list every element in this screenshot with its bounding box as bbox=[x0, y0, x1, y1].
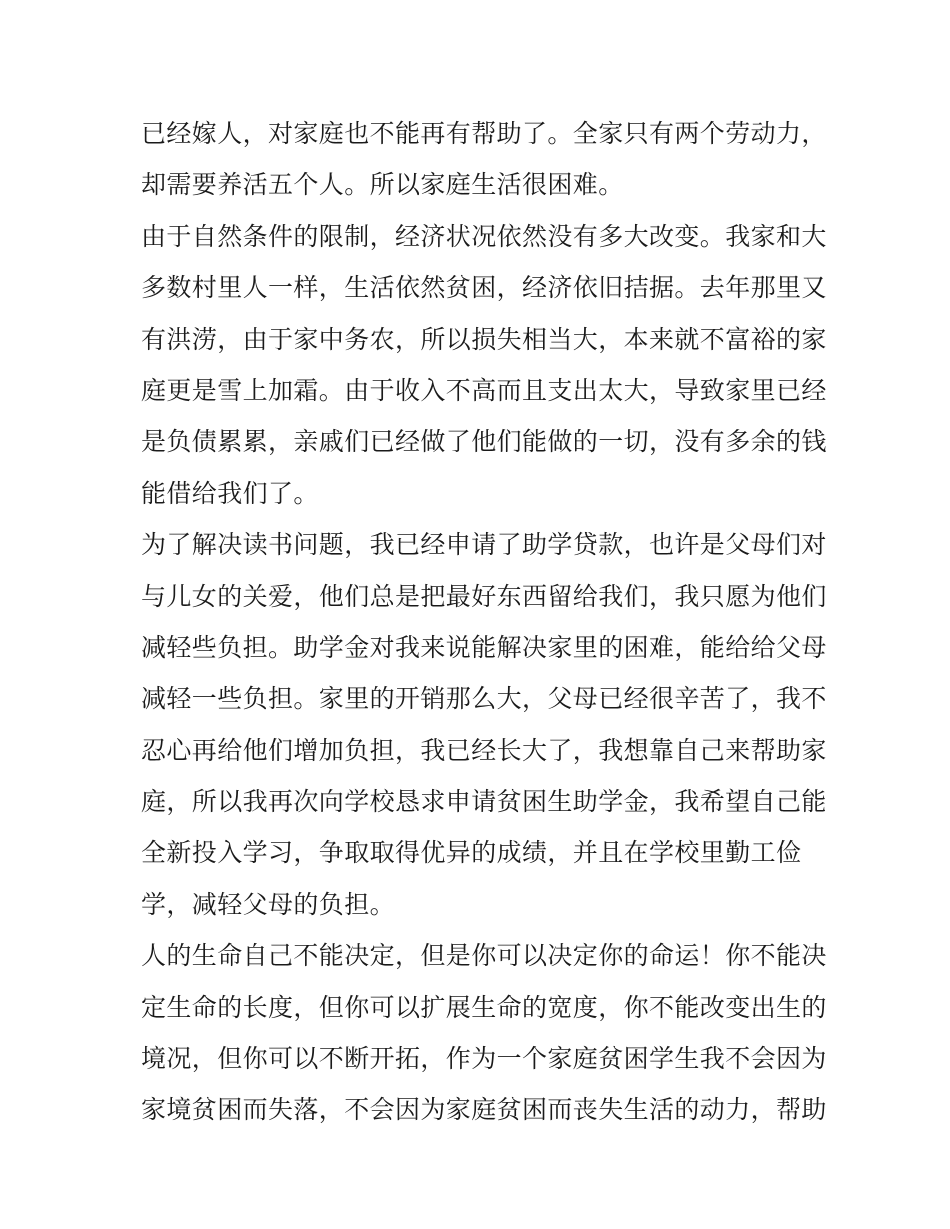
text-line: 与儿女的关爱，他们总是把最好东西留给我们，我只愿为他们 bbox=[141, 581, 827, 611]
text-line: 由于自然条件的限制，经济状况依然没有多大改变。我家和大 bbox=[141, 221, 827, 251]
text-line: 庭更是雪上加霜。由于收入不高而且支出太大，导致家里已经 bbox=[141, 375, 827, 405]
text-line: 是负债累累，亲戚们已经做了他们能做的一切，没有多余的钱 bbox=[141, 427, 827, 457]
text-line: 减轻一些负担。家里的开销那么大，父母已经很辛苦了，我不 bbox=[141, 684, 827, 714]
text-line: 人的生命自己不能决定，但是你可以决定你的命运！你不能决 bbox=[141, 941, 827, 971]
text-line: 有洪涝，由于家中务农，所以损失相当大，本来就不富裕的家 bbox=[141, 324, 827, 354]
body-text bbox=[141, 108, 827, 1136]
text-line: 家境贫困而失落，不会因为家庭贫困而丧失生活的动力，帮助 bbox=[141, 1095, 827, 1125]
text-line: 学，减轻父母的负担。 bbox=[141, 889, 396, 919]
text-line: 忍心再给他们增加负担，我已经长大了，我想靠自己来帮助家 bbox=[141, 735, 827, 765]
text-line: 境况，但你可以不断开拓，作为一个家庭贫困学生我不会因为 bbox=[141, 1044, 827, 1074]
text-line: 庭，所以我再次向学校恳求申请贫困生助学金，我希望自己能 bbox=[141, 787, 827, 817]
text-line: 定生命的长度，但你可以扩展生命的宽度，你不能改变出生的 bbox=[141, 992, 827, 1022]
text-line: 能借给我们了。 bbox=[141, 478, 319, 508]
text-line: 为了解决读书问题，我已经申请了助学贷款，也许是父母们对 bbox=[141, 530, 827, 560]
text-line: 却需要养活五个人。所以家庭生活很困难。 bbox=[141, 170, 624, 200]
text-line: 全新投入学习，争取取得优异的成绩，并且在学校里勤工俭 bbox=[141, 838, 802, 868]
text-line: 减轻些负担。助学金对我来说能解决家里的困难，能给给父母 bbox=[141, 632, 827, 662]
text-line: 已经嫁人，对家庭也不能再有帮助了。全家只有两个劳动力， bbox=[141, 119, 827, 148]
text-line: 多数村里人一样，生活依然贫困，经济依旧拮据。去年那里又 bbox=[141, 273, 827, 303]
